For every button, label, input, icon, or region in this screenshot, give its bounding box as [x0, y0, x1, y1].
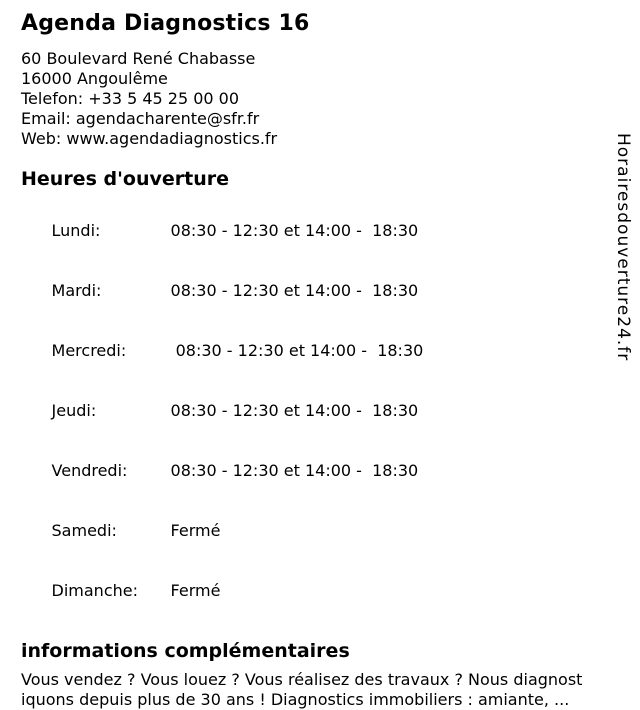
day-label: Dimanche: [51, 581, 138, 600]
phone-line: Telefon: +33 5 45 25 00 00 [21, 89, 240, 108]
day-time: 08:30 - 12:30 et 14:00 - 18:30 [170, 341, 424, 360]
web-line: Web: www.agendadiagnostics.fr [21, 129, 278, 148]
info-paragraph [21, 670, 614, 710]
hours-row-wednesday [21, 321, 614, 381]
page-title: Agenda Diagnostics 16 [21, 11, 310, 36]
hours-row-sunday [21, 561, 614, 621]
day-time: Fermé [170, 521, 221, 540]
address-line-street: 60 Boulevard René Chabasse [21, 49, 256, 68]
day-time: 08:30 - 12:30 et 14:00 - 18:30 [170, 461, 419, 480]
info-heading: informations complémentaires [21, 640, 350, 662]
info-paragraph-line-1: Vous vendez ? Vous louez ? Vous réalisez des travaux ? Nous diagnost [21, 670, 583, 689]
hours-row-thursday [21, 381, 614, 441]
hours-row-saturday [21, 501, 614, 561]
address-line-city: 16000 Angoulême [21, 69, 168, 88]
watermark-vertical-text: Horairesdouverture24.fr [613, 133, 633, 362]
day-time: 08:30 - 12:30 et 14:00 - 18:30 [170, 221, 419, 240]
day-label: Mercredi: [51, 341, 127, 360]
hours-row-tuesday [21, 261, 614, 321]
hours-row-monday [21, 201, 614, 261]
day-label: Samedi: [51, 521, 117, 540]
day-time: 08:30 - 12:30 et 14:00 - 18:30 [170, 401, 419, 420]
hours-row-friday [21, 441, 614, 501]
info-paragraph-line-2: iquons depuis plus de 30 ans ! Diagnostics immobiliers : amiante, ... [21, 690, 570, 709]
day-time: 08:30 - 12:30 et 14:00 - 18:30 [170, 281, 419, 300]
hours-heading: Heures d'ouverture [21, 168, 229, 190]
day-time: Fermé [170, 581, 221, 600]
day-label: Jeudi: [51, 401, 97, 420]
contact-block [21, 49, 614, 149]
hours-table [21, 201, 614, 621]
email-line: Email: agendacharente@sfr.fr [21, 109, 260, 128]
day-label: Lundi: [51, 221, 101, 240]
day-label: Vendredi: [51, 461, 128, 480]
day-label: Mardi: [51, 281, 102, 300]
